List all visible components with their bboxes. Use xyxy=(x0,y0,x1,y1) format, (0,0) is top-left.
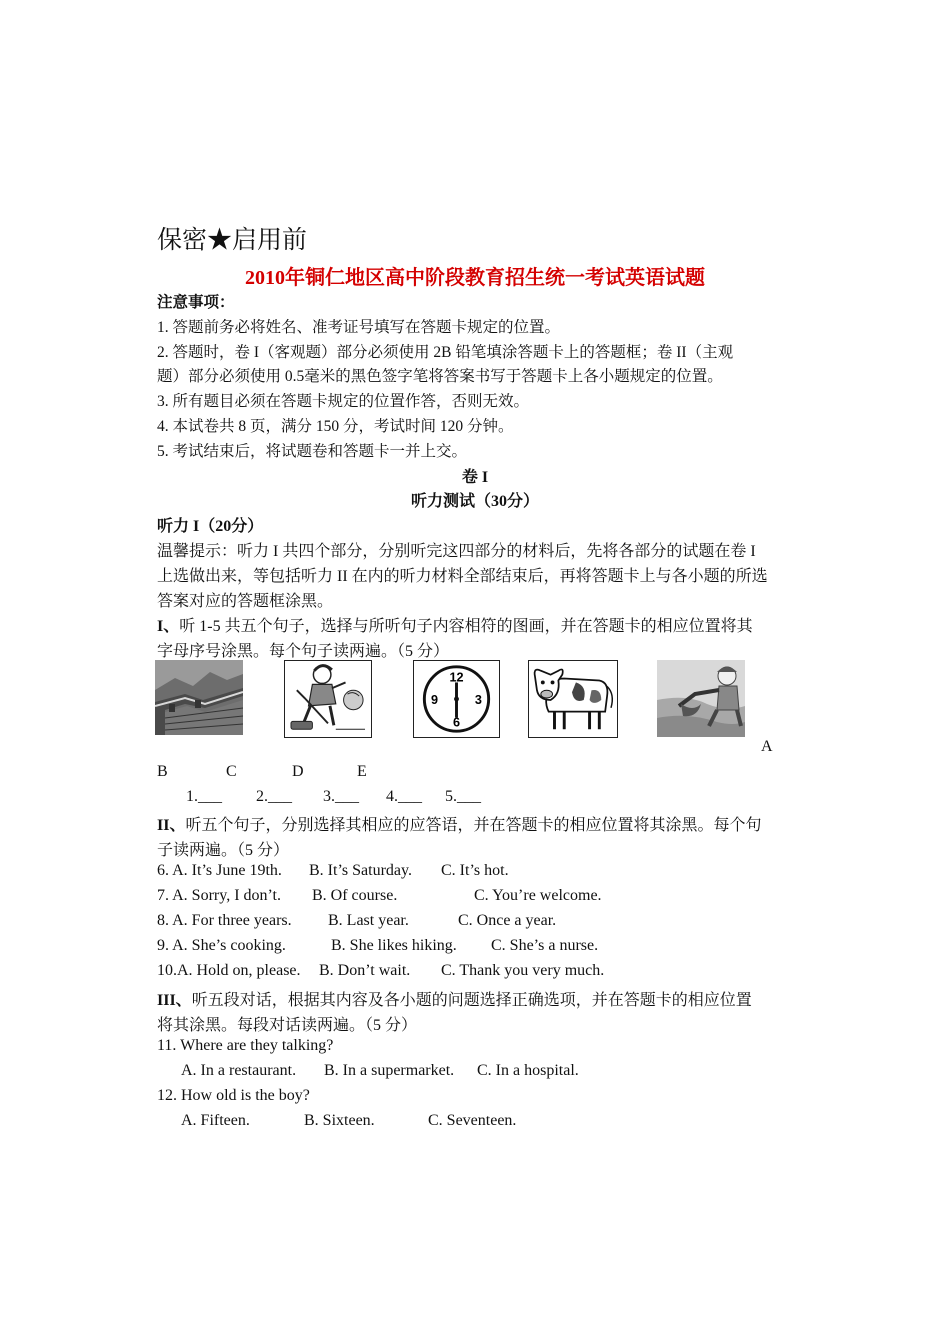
question-10-b: B. Don’t wait. xyxy=(319,962,411,979)
picture-letter-c: C xyxy=(226,763,237,780)
question-8-a: 8. A. For three years. xyxy=(157,912,292,929)
question-12-a: A. Fifteen. xyxy=(181,1112,250,1129)
part-ii-instruction xyxy=(157,812,761,835)
notice-item: 5. 考试结束后，将试题卷和答题卡一并上交。 xyxy=(157,443,468,460)
part-i-label: I、 xyxy=(157,618,180,635)
answer-blank: 1.___ xyxy=(186,788,222,805)
exam-title: 2010年铜仁地区高中阶段教育招生统一考试英语试题 xyxy=(245,267,705,289)
part-iii-text-line2: 将其涂黑。每段对话读两遍。（5 分） xyxy=(157,1017,418,1034)
question-8-b: B. Last year. xyxy=(328,912,409,929)
part1-title: 听力 I（20分） xyxy=(157,518,264,535)
confidential-label: 保密★启用前 xyxy=(157,227,308,254)
clock-picture xyxy=(413,660,500,738)
answer-blank: 3.___ xyxy=(323,788,359,805)
notice-heading: 注意事项： xyxy=(157,294,235,311)
volume-heading: 卷 I xyxy=(461,469,489,486)
question-6-b: B. It’s Saturday. xyxy=(309,862,412,879)
question-9-c: C. She’s a nurse. xyxy=(491,937,599,954)
tip-line: 温馨提示：听力 I 共四个部分，分别听完这四部分的材料后，先将各部分的试题在卷 I xyxy=(157,543,756,560)
question-11-b: B. In a supermarket. xyxy=(324,1062,455,1079)
listening-title: 听力测试（30分） xyxy=(410,493,539,510)
picture-letter-a: A xyxy=(761,738,773,755)
question-9-b: B. She likes hiking. xyxy=(331,937,457,954)
picture-letter-d: D xyxy=(292,763,304,780)
question-12: 12. How old is the boy? xyxy=(157,1087,310,1104)
notice-item: 1. 答题前务必将姓名、准考证号填写在答题卡规定的位置。 xyxy=(157,319,561,336)
question-6-c: C. It’s hot. xyxy=(441,862,509,879)
cow-picture xyxy=(528,660,618,738)
part-i-instruction xyxy=(157,613,753,636)
answer-blank: 2.___ xyxy=(256,788,292,805)
part-iii-instruction xyxy=(157,987,752,1010)
part-i-text: 听 1-5 共五个句子，选择与所听句子内容相符的图画，并在答题卡的相应位置将其 xyxy=(179,618,753,635)
svg-text:3: 3 xyxy=(474,692,482,707)
vacuum-cleaning-picture xyxy=(284,660,372,738)
notice-item: 题）部分必须使用 0.5毫米的黑色签字笔将答案书写于答题卡上各小题规定的位置。 xyxy=(157,368,723,385)
sandy-boy-picture xyxy=(657,660,745,737)
part-ii-text-line2: 子读两遍。（5 分） xyxy=(157,842,290,859)
part-ii-text: 听五个句子，分别选择其相应的应答语，并在答题卡的相应位置将其涂黑。每个句 xyxy=(185,817,762,834)
tip-line: 上选做出来，等包括听力 II 在内的听力材料全部结束后，再将答题卡上与各小题的所选 xyxy=(157,568,768,585)
question-7-a: 7. A. Sorry, I don’t. xyxy=(157,887,281,904)
question-7-b: B. Of course. xyxy=(312,887,398,904)
notice-item: 4. 本试卷共 8 页，满分 150 分，考试时间 120 分钟。 xyxy=(157,418,514,435)
svg-text:9: 9 xyxy=(431,692,439,707)
part-iii-label: III、 xyxy=(157,992,192,1009)
part-i-text-line2: 字母序号涂黑。每个句子读两遍。（5 分） xyxy=(157,643,450,660)
answer-blank: 4.___ xyxy=(386,788,422,805)
question-10-a: 10.A. Hold on, please. xyxy=(157,962,301,979)
great-wall-picture xyxy=(155,660,243,735)
question-11: 11. Where are they talking? xyxy=(157,1037,334,1054)
question-12-b: B. Sixteen. xyxy=(304,1112,375,1129)
question-9-a: 9. A. She’s cooking. xyxy=(157,937,286,954)
question-6-a: 6. A. It’s June 19th. xyxy=(157,862,282,879)
question-12-c: C. Seventeen. xyxy=(428,1112,517,1129)
svg-text:6: 6 xyxy=(452,715,461,730)
notice-item: 2. 答题时，卷 I（客观题）部分必须使用 2B 铅笔填涂答题卡上的答题框；卷 II（主观 xyxy=(157,344,734,361)
picture-letter-b: B xyxy=(157,763,168,780)
question-8-c: C. Once a year. xyxy=(458,912,557,929)
svg-text:12: 12 xyxy=(449,670,464,685)
question-11-c: C. In a hospital. xyxy=(477,1062,579,1079)
question-7-c: C. You’re welcome. xyxy=(474,887,602,904)
part-ii-label: II、 xyxy=(157,817,186,834)
picture-letter-e: E xyxy=(357,763,367,780)
question-11-a: A. In a restaurant. xyxy=(181,1062,297,1079)
notice-item: 3. 所有题目必须在答题卡规定的位置作答，否则无效。 xyxy=(157,393,530,410)
part-iii-text: 听五段对话，根据其内容及各小题的问题选择正确选项，并在答题卡的相应位置 xyxy=(191,992,752,1009)
answer-blank: 5.___ xyxy=(445,788,481,805)
tip-line: 答案对应的答题框涂黑。 xyxy=(157,593,334,610)
question-10-c: C. Thank you very much. xyxy=(441,962,605,979)
